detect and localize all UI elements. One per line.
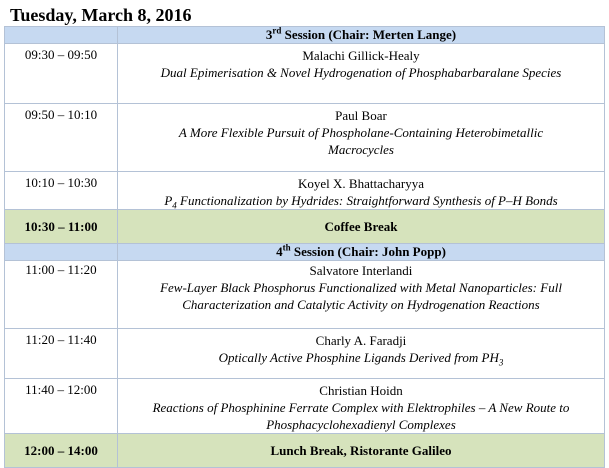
speaker-name: Koyel X. Bhattacharyya	[298, 176, 424, 191]
talk-content	[118, 172, 605, 210]
talk-title: A More Flexible Pursuit of Phospholane-Containing Heterobimetallic Macrocycles	[178, 125, 544, 157]
speaker-name: Christian Hoidn	[319, 383, 403, 398]
talk-content	[118, 261, 605, 329]
speaker-name: Charly A. Faradji	[315, 333, 407, 348]
day-title: Tuesday, March 8, 2016	[10, 5, 192, 25]
talk-time: 09:50 – 10:10	[5, 104, 118, 172]
talk-title: Optically Active Phosphine Ligands Derived from $PH_3$	[218, 350, 504, 368]
talk-time: 11:00 – 11:20	[5, 261, 118, 329]
talk-title: $P_4$ Functionalization by Hydrides: Straightforward Synthesis of P–H Bonds	[164, 193, 558, 211]
talk-time: 10:10 – 10:30	[5, 172, 118, 210]
talk-time: 11:20 – 11:40	[5, 329, 118, 379]
speaker-name: Malachi Gillick-Healy	[302, 48, 420, 63]
break-time: 12:00 – 14:00	[5, 434, 118, 468]
session-header-4	[5, 244, 605, 261]
break-label: Coffee Break	[118, 210, 605, 244]
talk-row	[5, 104, 605, 172]
session-title: 3rd Session (Chair: Merten Lange)	[118, 27, 605, 44]
talk-time: 09:30 – 09:50	[5, 44, 118, 104]
speaker-name: Paul Boar	[335, 108, 387, 123]
talk-title: Few-Layer Black Phosphorus Functionalized with Metal Nanoparticles: Full Characterization and Catalytic Activity on Hydrogenation Reactions	[160, 280, 562, 312]
talk-content	[118, 329, 605, 379]
session-title: 4th Session (Chair: John Popp)	[118, 244, 605, 261]
lunch-break-row	[5, 434, 605, 468]
talk-row	[5, 329, 605, 379]
talk-row	[5, 172, 605, 210]
talk-content	[118, 44, 605, 104]
speaker-name: Salvatore Interlandi	[309, 263, 413, 278]
talk-content	[118, 379, 605, 434]
break-time: 10:30 – 11:00	[5, 210, 118, 244]
talk-row	[5, 44, 605, 104]
session-header-3	[5, 27, 605, 44]
talk-time: 11:40 – 12:00	[5, 379, 118, 434]
talk-row	[5, 379, 605, 434]
program-table	[4, 26, 605, 468]
talk-row	[5, 261, 605, 329]
talk-content	[118, 104, 605, 172]
talk-title: Reactions of Phosphinine Ferrate Complex with Elektrophiles – A New Route to Phosphacyclohexadienyl Complexes	[152, 400, 570, 432]
talk-title: Dual Epimerisation & Novel Hydrogenation of Phosphabarbaralane Species	[160, 65, 562, 80]
coffee-break-row	[5, 210, 605, 244]
break-label: Lunch Break, Ristorante Galileo	[118, 434, 605, 468]
